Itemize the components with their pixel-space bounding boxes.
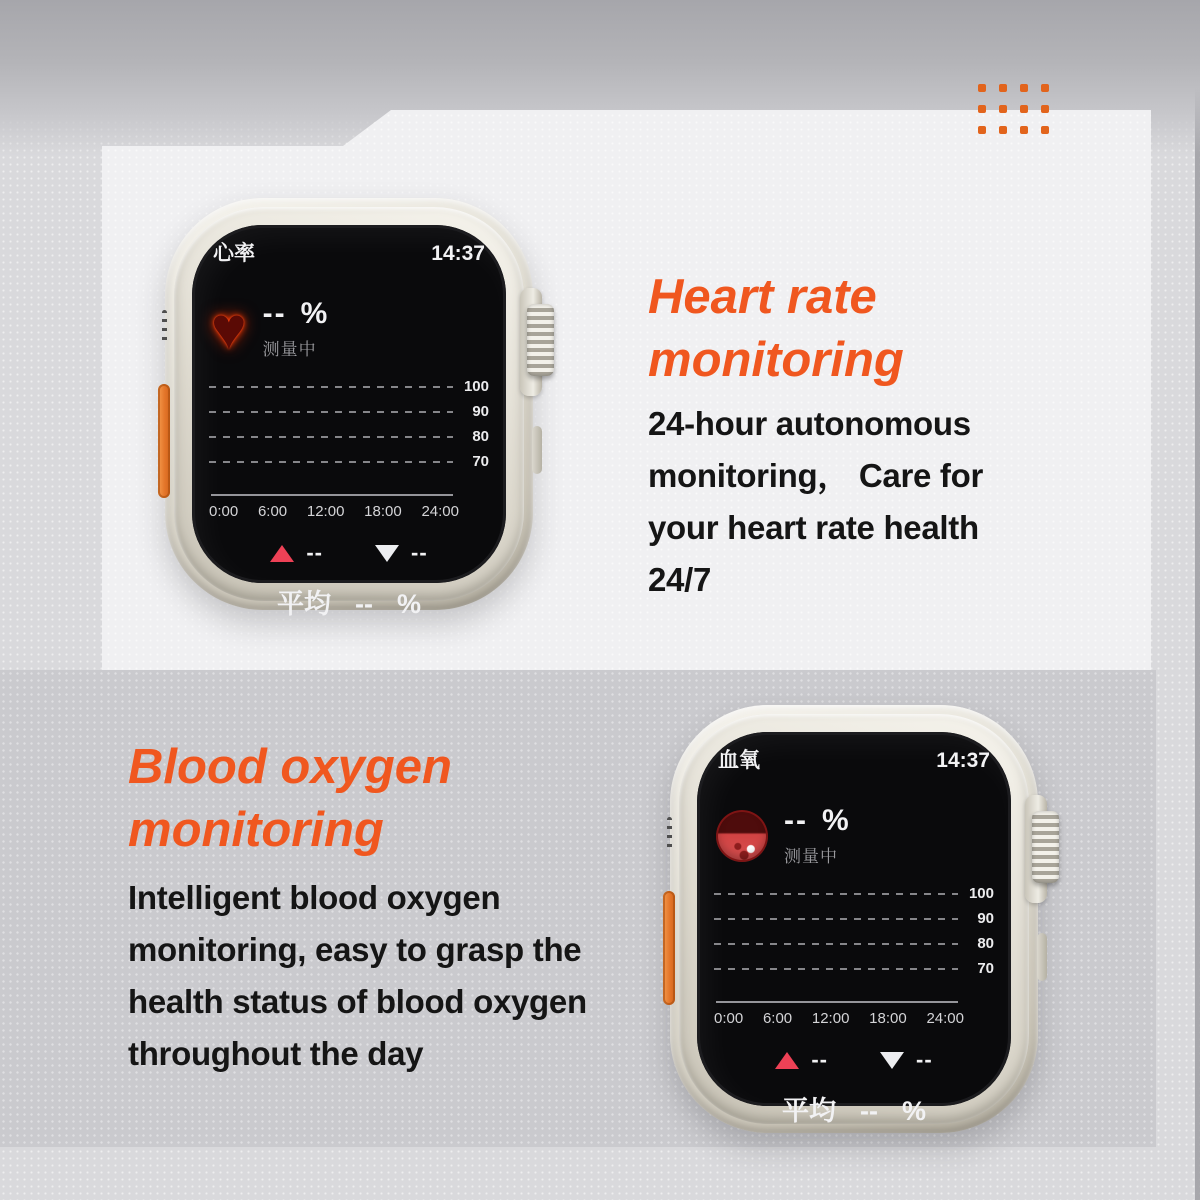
measure-value: -- — [262, 297, 287, 330]
average-label: 平均 — [277, 589, 331, 619]
triangle-down-icon — [880, 1052, 904, 1069]
triangle-up-icon — [775, 1052, 799, 1069]
watch-action-button — [663, 891, 675, 1005]
percent-unit: % — [300, 297, 328, 330]
average-unit: % — [901, 1096, 926, 1126]
watch-case — [670, 705, 1038, 1133]
screen-title: 血氧 — [718, 749, 760, 772]
watch-screen-heart-rate — [192, 225, 506, 619]
gridline-label: 70 — [472, 453, 489, 470]
gridline-label: 100 — [968, 885, 994, 902]
watch-speaker-holes — [162, 310, 167, 346]
x-axis-label: 24:00 — [421, 503, 459, 520]
screen-title: 心率 — [213, 242, 255, 265]
gridline-label: 80 — [472, 428, 489, 445]
heading-line: monitoring — [648, 332, 904, 387]
watch-side-button — [1037, 933, 1047, 981]
body-text-blood-oxygen: Intelligent blood oxygen monitoring, easy to grasp the health status of blood oxygen throughout the day — [128, 879, 587, 1073]
watch-case — [165, 198, 533, 619]
average-value: -- — [860, 1096, 878, 1126]
measuring-status: 测量中 — [784, 847, 838, 866]
x-axis-label: 18:00 — [869, 1010, 907, 1027]
body-text-heart-rate: 24-hour autonomous monitoring， Care for your heart rate health 24/7 — [648, 405, 984, 599]
blood-drop-icon — [716, 810, 768, 862]
low-value: -- — [916, 1047, 933, 1072]
average-unit: % — [396, 589, 421, 619]
watch-blood-oxygen — [670, 705, 1038, 1133]
watch-action-button — [158, 384, 170, 498]
orange-dots-pattern — [978, 84, 1049, 134]
screen-time: 14:37 — [936, 749, 990, 772]
high-value: -- — [306, 540, 323, 565]
percent-unit: % — [821, 804, 849, 837]
watch-screen-blood-oxygen — [697, 732, 1011, 1126]
gridline-label: 90 — [977, 910, 994, 927]
x-axis-label: 24:00 — [926, 1010, 964, 1027]
x-axis-label: 18:00 — [364, 503, 402, 520]
chart-baseline — [211, 494, 453, 496]
chart-gridline — [714, 943, 958, 945]
measuring-status: 测量中 — [262, 340, 317, 359]
gridline-label: 100 — [463, 378, 489, 395]
chart-gridline — [714, 893, 958, 895]
triangle-down-icon — [375, 545, 399, 562]
gridline-label: 90 — [472, 403, 489, 420]
x-axis-label: 12:00 — [811, 1010, 850, 1027]
average-value: -- — [355, 589, 373, 619]
x-axis-label: 6:00 — [762, 1010, 793, 1027]
chart-gridline — [209, 386, 453, 388]
high-value: -- — [811, 1047, 828, 1072]
heading-heart-rate — [648, 266, 1078, 391]
measure-value: -- — [784, 804, 808, 837]
heart-icon: ♥ — [211, 294, 247, 362]
chart-gridline — [714, 968, 958, 970]
watch-crown — [527, 304, 554, 376]
low-value: -- — [411, 540, 428, 565]
chart-gridline — [209, 436, 453, 438]
x-axis-label: 12:00 — [306, 503, 345, 520]
heading-line: Heart rate — [648, 270, 877, 324]
watch-heart-rate — [165, 198, 533, 619]
watch-crown — [1032, 811, 1059, 883]
x-axis-label: 0:00 — [209, 503, 239, 520]
chart-gridline — [714, 918, 958, 920]
heading-line: Blood oxygen — [128, 740, 452, 794]
gridline-label: 80 — [977, 935, 994, 952]
right-edge-line — [1195, 88, 1200, 1200]
x-axis-label: 6:00 — [257, 503, 288, 520]
chart-gridline — [209, 411, 453, 413]
heading-blood-oxygen — [128, 736, 668, 861]
heading-line: monitoring — [128, 802, 384, 857]
x-axis-label: 0:00 — [714, 1010, 744, 1027]
watch-speaker-holes — [667, 817, 672, 853]
triangle-up-icon — [270, 545, 294, 562]
chart-area — [714, 881, 994, 1027]
screen-time: 14:37 — [431, 242, 485, 265]
average-label: 平均 — [782, 1096, 836, 1126]
chart-area — [209, 374, 489, 520]
gridline-label: 70 — [977, 960, 994, 977]
watch-side-button — [532, 426, 542, 474]
chart-gridline — [209, 461, 453, 463]
chart-baseline — [716, 1001, 958, 1003]
